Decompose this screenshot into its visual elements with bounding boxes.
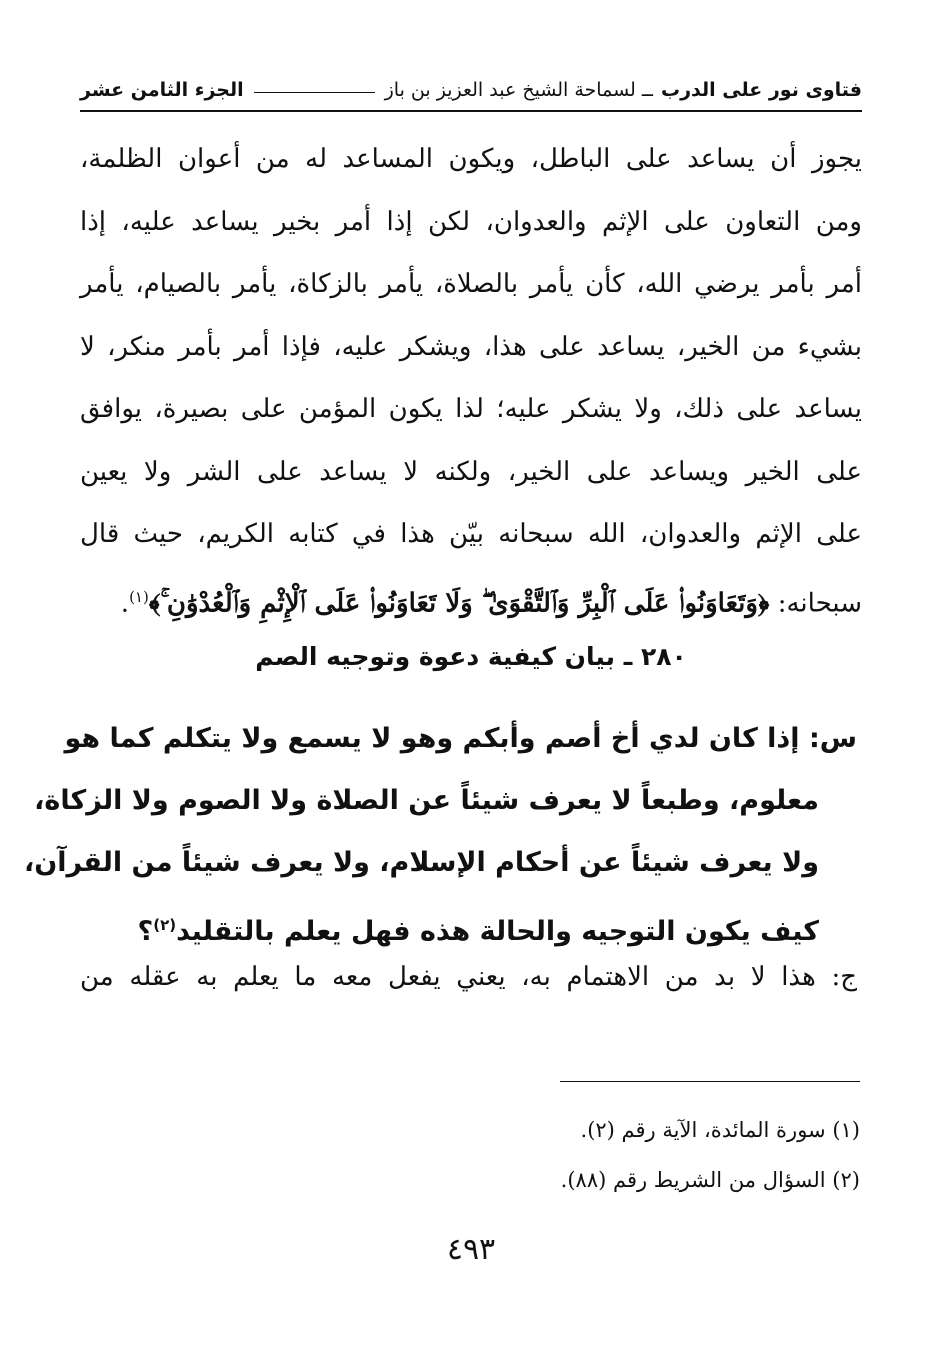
question-last-text: كيف يكون التوجيه والحالة هذه فهل يعلم بالتقليد [176, 916, 819, 947]
body-line: على الإثم والعدوان، الله سبحانه بيّن هذا في كتابه الكريم، حيث قال [80, 519, 862, 549]
question-line: ولا يعرف شيئاً عن أحكام الإسلام، ولا يعرف شيئاً من القرآن، [23, 847, 819, 878]
body-line: يجوز أن يساعد على الباطل، ويكون المساعد له من أعوان الظلمة، [80, 144, 862, 174]
footnote-1: (١) سورة المائدة، الآية رقم (٢). [580, 1118, 860, 1142]
body-line-quran [80, 566, 862, 629]
body-line: يساعد على ذلك، ولا يشكر عليه؛ لذا يكون المؤمن على بصيرة، يوافق [80, 394, 862, 424]
body-line: أمر بأمر يرضي الله، كأن يأمر بالصلاة، يأمر بالزكاة، يأمر بالصيام، يأمر [80, 269, 862, 299]
footnotes [80, 1110, 860, 1210]
body-last-end: . [120, 588, 130, 619]
running-header [80, 70, 862, 112]
answer-line: ج: هذا لا بد من الاهتمام به، يعني يفعل معه ما يعلم به عقله من [80, 962, 857, 992]
body-line: ومن التعاون على الإثم والعدوان، لكن إذا أمر بخير يساعد عليه، إذا [80, 206, 862, 237]
page-number: ٤٩٣ [446, 1232, 496, 1267]
answer-block [80, 946, 857, 1008]
question-line: معلوم، وطبعاً لا يعرف شيئاً عن الصلاة ولا الصوم ولا الزكاة، [34, 785, 819, 816]
header-author: ــ لسماحة الشيخ عبد العزيز بن باز [384, 79, 653, 101]
body-last-prefix: سبحانه: [769, 588, 862, 619]
quran-verse: ﴿وَتَعَاوَنُوا۟ عَلَى ٱلْبِرِّ وَٱلتَّقْوَىٰ ۖ وَلَا تَعَاوَنُوا۟ عَلَى ٱلْإِثْمِ وَٱلْعُدْوَٰنِ ۚ﴾ [148, 588, 770, 619]
section-title: ٢٨٠ ـ بيان كيفية دعوة وتوجيه الصم [255, 642, 687, 671]
footnote-ref-1: (١) [129, 587, 149, 606]
body-paragraph [80, 128, 862, 628]
body-line: بشيء من الخير، يساعد على هذا، ويشكر عليه، فإذا أمر بأمر منكر، لا [80, 331, 862, 362]
body-line: على الخير ويساعد على الخير، ولكنه لا يساعد على الشر ولا يعين [80, 456, 862, 487]
question-line: س: إذا كان لدي أخ أصم وأبكم وهو لا يسمع ولا يتكلم كما هو [64, 723, 857, 754]
footnote-ref-2: (٢) [153, 916, 177, 934]
footnote-divider [560, 1081, 860, 1082]
header-book-title: فتاوى نور على الدرب [661, 79, 862, 101]
question-block [23, 708, 857, 956]
header-dash-rule [254, 92, 375, 93]
footnote-2: (٢) السؤال من الشريط رقم (٨٨). [560, 1168, 860, 1192]
question-mark: ؟ [137, 916, 154, 947]
header-volume: الجزء الثامن عشر [80, 79, 244, 101]
